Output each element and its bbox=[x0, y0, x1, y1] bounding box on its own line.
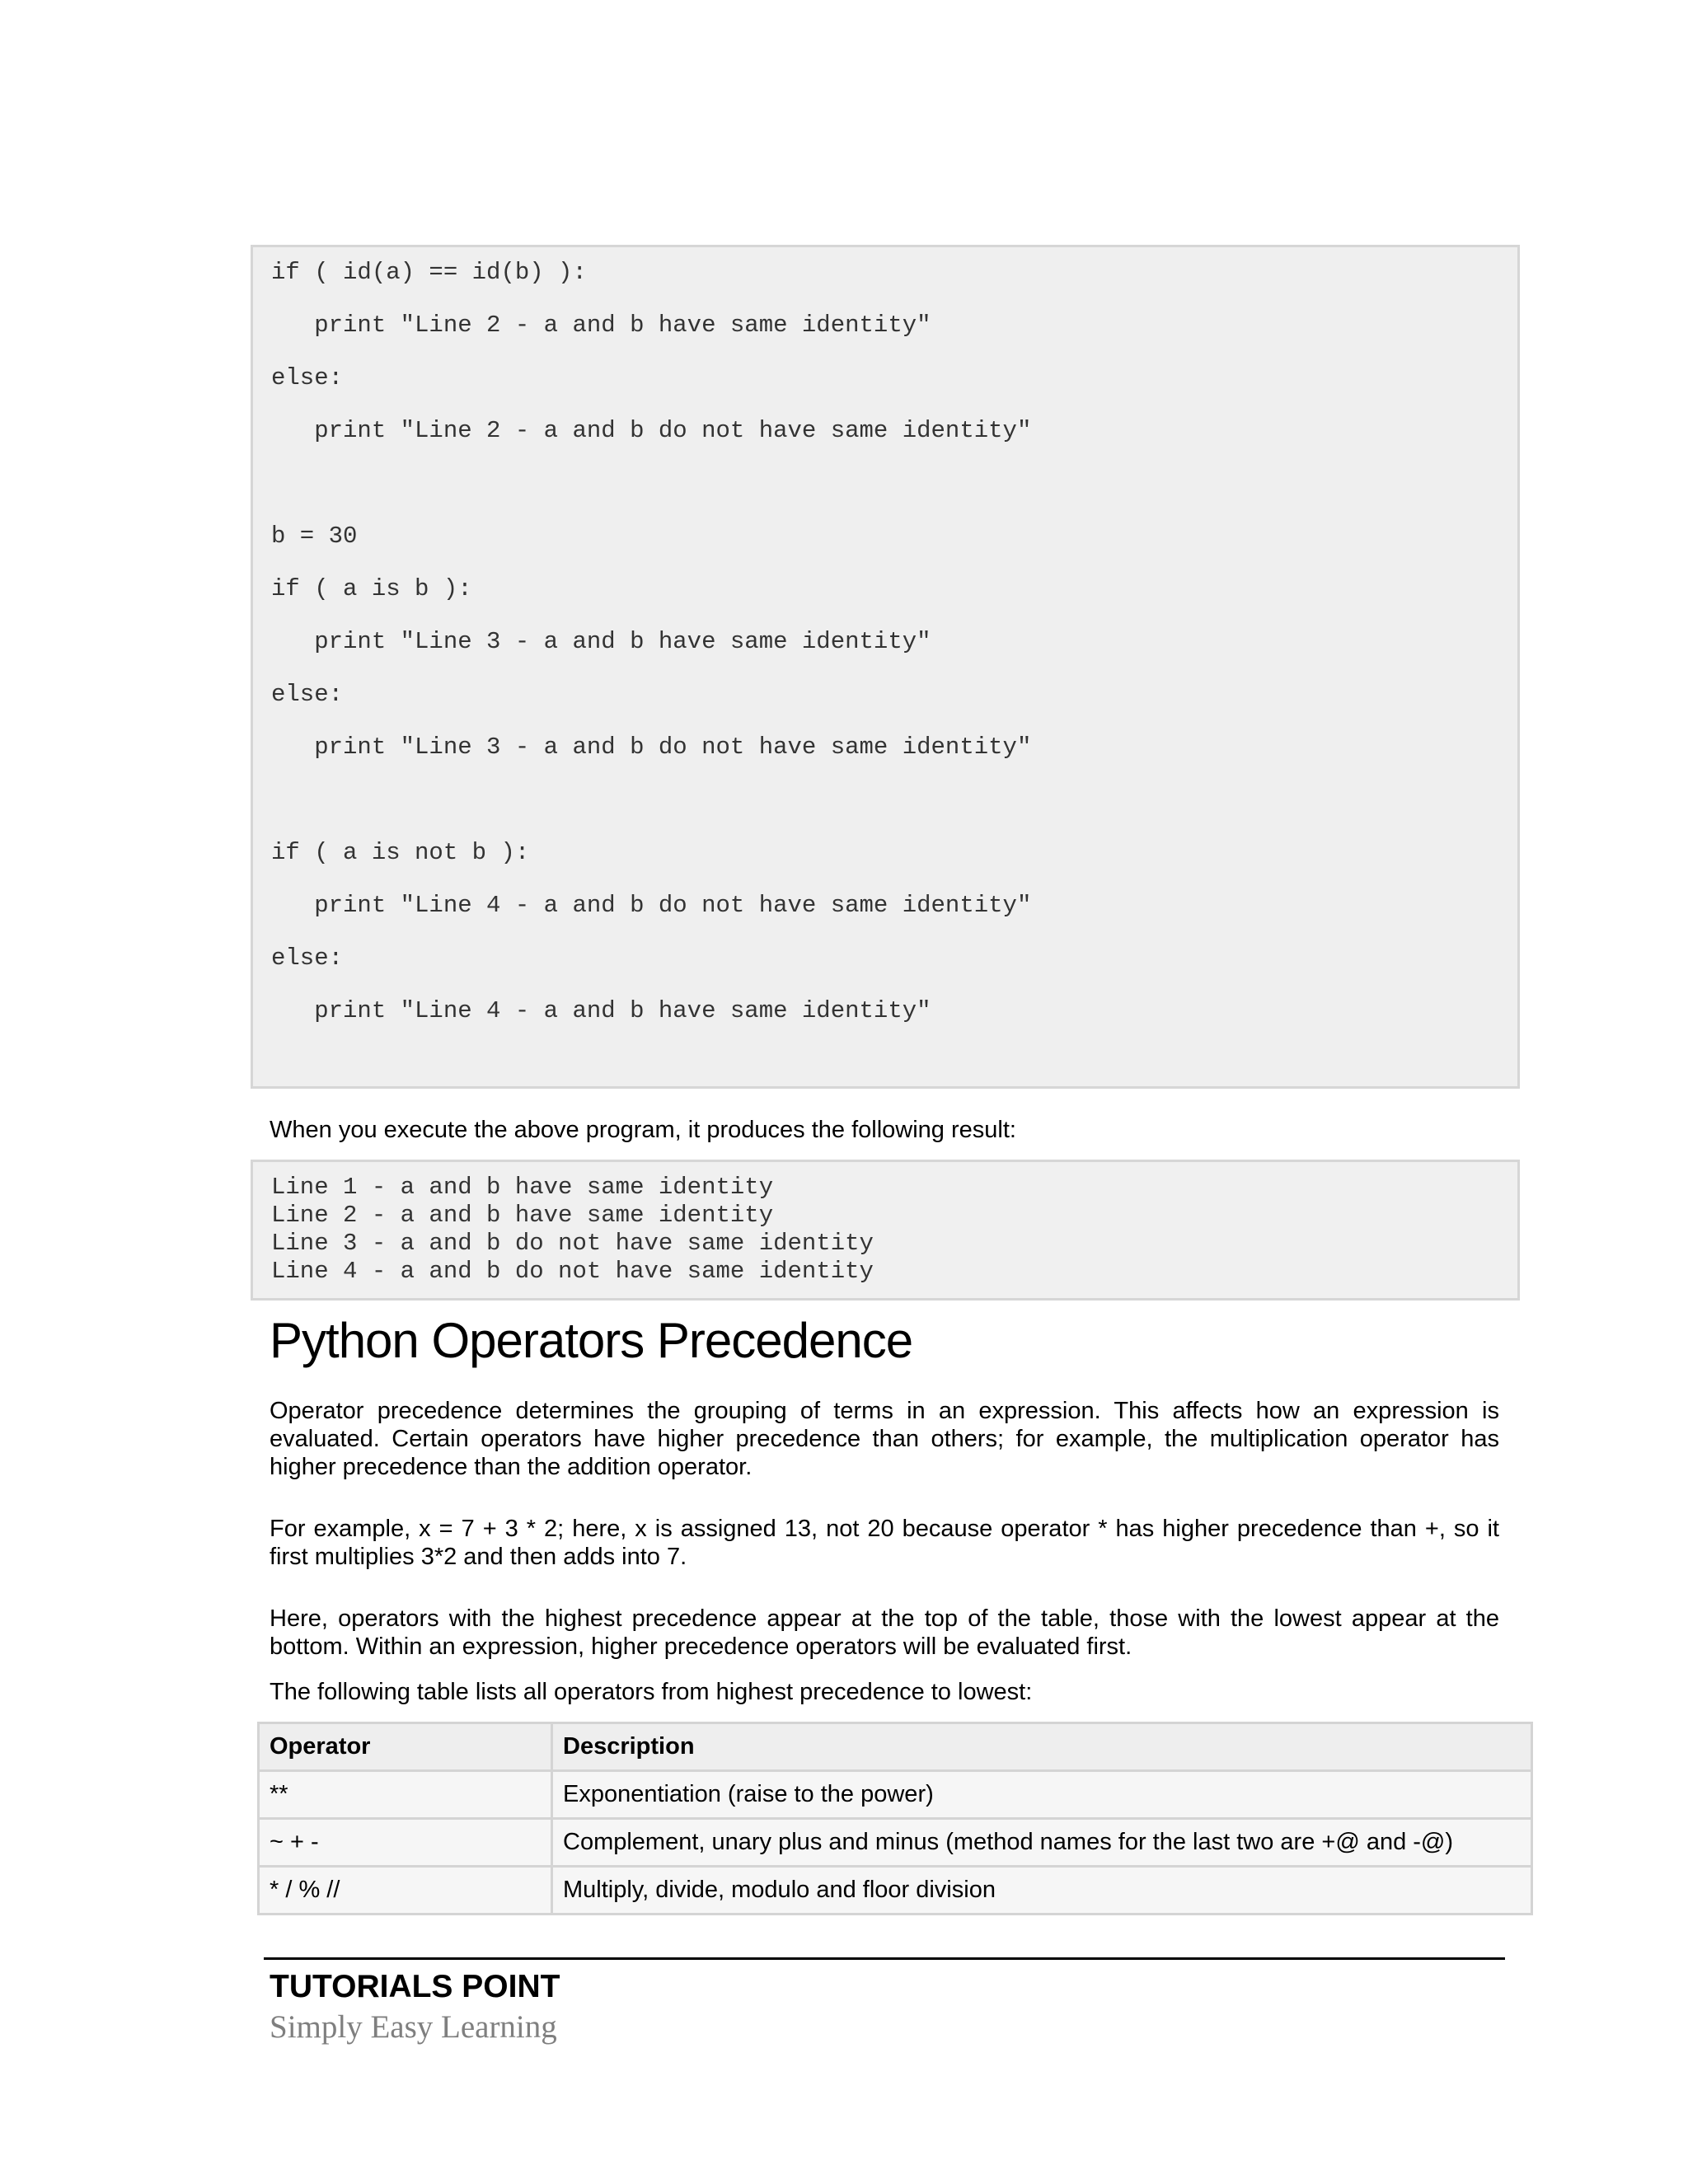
output-block bbox=[251, 1160, 1520, 1301]
footer-divider bbox=[264, 1957, 1505, 1960]
code-line: if ( a is b ): bbox=[271, 575, 472, 602]
operator-cell: ~ + - bbox=[259, 1819, 552, 1867]
code-block bbox=[251, 245, 1520, 1089]
code-line: print "Line 2 - a and b have same identity" bbox=[271, 312, 931, 339]
description-cell: Complement, unary plus and minus (method names for the last two are +@ and -@) bbox=[552, 1819, 1532, 1867]
code-line: print "Line 2 - a and b do not have same identity" bbox=[271, 417, 1032, 444]
table-header-description: Description bbox=[552, 1723, 1532, 1771]
operator-cell: ** bbox=[259, 1771, 552, 1819]
output-line: Line 2 - a and b have same identity bbox=[271, 1202, 774, 1229]
description-cell: Multiply, divide, modulo and floor division bbox=[552, 1867, 1532, 1915]
section-title: Python Operators Precedence bbox=[270, 1313, 913, 1368]
code-line: else: bbox=[271, 681, 344, 708]
table-intro-text: The following table lists all operators from highest precedence to lowest: bbox=[270, 1679, 1033, 1705]
table-order-paragraph: Here, operators with the highest precedence appear at the top of the table, those with the lowest appear at the bottom. Within an expression, higher precedence operators will be evaluated first. bbox=[270, 1605, 1499, 1660]
code-line: if ( id(a) == id(b) ): bbox=[271, 259, 587, 286]
footer-brand: TUTORIALS POINT bbox=[270, 1969, 560, 2004]
code-line: b = 30 bbox=[271, 523, 358, 550]
table-header-operator: Operator bbox=[259, 1723, 552, 1771]
table-row bbox=[259, 1819, 1532, 1867]
example-paragraph: For example, x = 7 + 3 * 2; here, x is assigned 13, not 20 because operator * has higher precedence than +, so it first multiplies 3*2 and then adds into 7. bbox=[270, 1516, 1499, 1570]
code-line: else: bbox=[271, 364, 344, 391]
operator-precedence-table bbox=[257, 1722, 1533, 1915]
code-line: print "Line 4 - a and b do not have same identity" bbox=[271, 892, 1032, 919]
code-line: print "Line 3 - a and b have same identity" bbox=[271, 628, 931, 655]
table-row bbox=[259, 1867, 1532, 1915]
footer-tagline: Simply Easy Learning bbox=[270, 2009, 557, 2045]
code-line: print "Line 3 - a and b do not have same identity" bbox=[271, 733, 1032, 761]
result-intro-text: When you execute the above program, it produces the following result: bbox=[270, 1117, 1016, 1143]
table-row bbox=[259, 1771, 1532, 1819]
code-line: else: bbox=[271, 944, 344, 972]
description-cell: Exponentiation (raise to the power) bbox=[552, 1771, 1532, 1819]
precedence-paragraph: Operator precedence determines the grouping of terms in an expression. This affects how an expression is evaluated. Certain operators have higher precedence than others; for example, the multiplication operator has higher precedence than the addition operator. bbox=[270, 1398, 1499, 1480]
output-line: Line 4 - a and b do not have same identity bbox=[271, 1258, 874, 1285]
table-header-row bbox=[259, 1723, 1532, 1771]
code-line: if ( a is not b ): bbox=[271, 839, 530, 866]
operator-cell: * / % // bbox=[259, 1867, 552, 1915]
code-line: print "Line 4 - a and b have same identity" bbox=[271, 997, 931, 1024]
output-line: Line 3 - a and b do not have same identity bbox=[271, 1230, 874, 1257]
output-line: Line 1 - a and b have same identity bbox=[271, 1174, 774, 1201]
